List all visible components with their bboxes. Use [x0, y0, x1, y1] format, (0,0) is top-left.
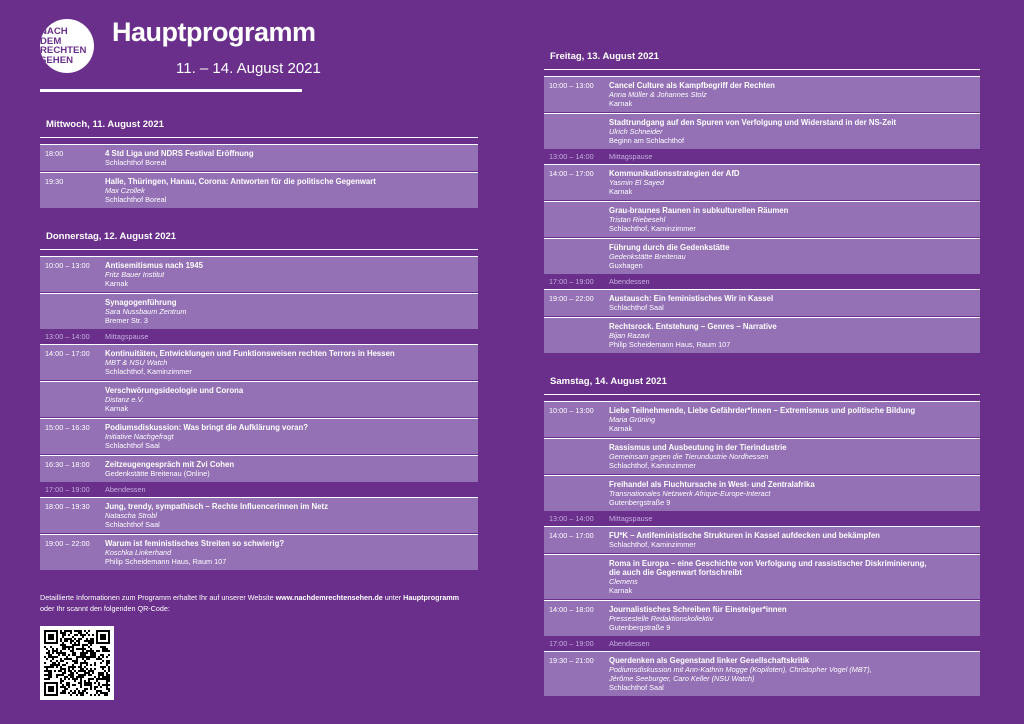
event-info	[609, 243, 980, 270]
event-speaker: Bijan Razavi	[609, 331, 650, 340]
event-speaker: Gedenkstätte Breitenau	[609, 252, 686, 261]
event-location: Karnak	[609, 586, 633, 595]
event-time: 19:30 – 21:00	[549, 656, 594, 665]
event-speaker: Tristan Riebesehl	[609, 215, 666, 224]
qr-code[interactable]	[40, 626, 114, 700]
event-location: Karnak	[105, 404, 129, 413]
day-section	[40, 112, 478, 208]
event-location: Karnak	[609, 424, 633, 433]
event-row[interactable]	[544, 475, 980, 511]
event-time	[544, 206, 609, 233]
event-row[interactable]	[544, 651, 980, 696]
event-row[interactable]	[544, 438, 980, 474]
event-location: Schlachthof Boreal	[105, 158, 167, 167]
event-time: 19:30	[45, 177, 64, 186]
event-time: 10:00 – 13:00	[45, 261, 90, 270]
break-time: 13:00 – 14:00	[549, 514, 594, 523]
event-speaker: Pressestelle Redaktionskollektiv	[609, 614, 714, 623]
event-row[interactable]	[544, 113, 980, 149]
event-info	[609, 169, 980, 196]
event-location: Schlachthof, Kaminzimmer	[609, 224, 696, 233]
event-info	[609, 406, 980, 433]
event-time	[40, 298, 105, 325]
event-location: Philip Scheidemann Haus, Raum 107	[609, 340, 731, 349]
event-title: Verschwörungsideologie und Corona	[105, 386, 244, 395]
event-location: Schlachthof, Kaminzimmer	[609, 540, 696, 549]
day-section	[40, 224, 478, 570]
event-info	[609, 531, 980, 549]
event-location: Schlachthof, Kaminzimmer	[609, 461, 696, 470]
event-info	[105, 298, 478, 325]
break-label: Abendessen	[105, 485, 146, 494]
break-time: 17:00 – 19:00	[45, 485, 90, 494]
event-row[interactable]	[544, 238, 980, 274]
event-time: 15:00 – 16:30	[45, 423, 90, 432]
schedule-left-column	[40, 112, 478, 576]
event-row[interactable]	[544, 289, 980, 316]
event-title: Podiumsdiskussion: Was bringt die Aufklärung voran?	[105, 423, 309, 432]
logo-line: SEHEN	[40, 54, 74, 66]
event-title: Kontinuitäten, Entwicklungen und Funktionsweisen rechten Terrors in Hessen	[105, 349, 395, 358]
event-speaker: Koschka Linkerhand	[105, 548, 172, 557]
event-row[interactable]	[40, 534, 478, 570]
event-location: Karnak	[105, 279, 129, 288]
event-time: 16:30 – 18:00	[45, 460, 90, 469]
event-title: Warum ist feministisches Streiten so schwierig?	[105, 539, 285, 548]
event-info	[609, 605, 980, 632]
event-row[interactable]	[544, 600, 980, 636]
event-title: Austausch: Ein feministisches Wir in Kassel	[609, 294, 774, 303]
footer-text-3: oder Ihr scannt den folgenden QR-Code:	[40, 604, 170, 613]
break-time: 17:00 – 19:00	[549, 639, 594, 648]
event-info	[105, 149, 478, 167]
event-info	[105, 539, 478, 566]
event-row[interactable]	[40, 172, 478, 208]
event-time	[544, 322, 609, 349]
event-title: Halle, Thüringen, Hanau, Corona: Antworten für die politische Gegenwart	[105, 177, 376, 186]
break-row	[40, 330, 478, 343]
event-location: Schlachthof, Kaminzimmer	[105, 367, 192, 376]
day-heading: Freitag, 13. August 2021	[544, 44, 980, 70]
event-info	[105, 349, 478, 376]
day-heading: Mittwoch, 11. August 2021	[40, 112, 478, 138]
event-row[interactable]	[544, 76, 980, 112]
event-info	[609, 656, 980, 692]
event-location: Beginn am Schlachthof	[609, 136, 685, 145]
event-location: Philip Scheidemann Haus, Raum 107	[105, 557, 227, 566]
event-info	[609, 559, 980, 595]
event-row[interactable]	[544, 317, 980, 353]
event-title: Querdenken als Gegenstand linker Gesellschaftskritik	[609, 656, 810, 665]
event-location: Guxhagen	[609, 261, 643, 270]
event-time: 10:00 – 13:00	[549, 406, 594, 415]
event-time: 14:00 – 17:00	[45, 349, 90, 358]
event-info	[609, 81, 980, 108]
break-label: Mittagspause	[105, 332, 149, 341]
event-row[interactable]	[544, 554, 980, 599]
event-time	[544, 118, 609, 145]
festival-logo	[40, 19, 94, 73]
event-info	[105, 386, 478, 413]
event-row[interactable]	[544, 526, 980, 553]
event-time	[544, 480, 609, 507]
event-speaker: Anna Müller & Johannes Stolz	[609, 90, 707, 99]
event-time	[40, 386, 105, 413]
event-location: Gutenbergstraße 9	[609, 498, 671, 507]
event-time: 14:00 – 18:00	[549, 605, 594, 614]
event-speaker: Gemeinsam gegen die Tierundustrie Nordhessen	[609, 452, 769, 461]
title-divider	[40, 89, 302, 92]
event-speaker: Sara Nussbaum Zentrum	[105, 307, 187, 316]
event-title: Jung, trendy, sympathisch – Rechte Influencerinnen im Netz	[105, 502, 328, 511]
event-row[interactable]	[40, 256, 478, 292]
event-location: Karnak	[609, 99, 633, 108]
event-info	[105, 261, 478, 288]
event-location: Gutenbergstraße 9	[609, 623, 671, 632]
page-title: Hauptprogramm	[112, 17, 316, 47]
event-location: Schlachthof Saal	[609, 303, 664, 312]
event-title: Roma in Europa – eine Geschichte von Verfolgung und rassistischer Diskriminierung,	[609, 559, 927, 568]
event-title: die auch die Gegenwart fortschreibt	[609, 568, 743, 577]
event-row[interactable]	[40, 293, 478, 329]
event-title: Grau-braunes Raunen in subkulturellen Räumen	[609, 206, 789, 215]
page-subtitle: 11. – 14. August 2021	[176, 60, 321, 77]
event-row[interactable]	[40, 344, 478, 380]
event-speaker: Jérôme Seeburger, Caro Keller (NSU Watch)	[609, 674, 755, 683]
break-time: 13:00 – 14:00	[549, 152, 594, 161]
event-location: Schlachthof Saal	[609, 683, 664, 692]
event-location: Karnak	[609, 187, 633, 196]
event-location: Gedenkstätte Breitenau (Online)	[105, 469, 210, 478]
footer-text-2: unter	[382, 593, 404, 602]
event-title: Synagogenführung	[105, 298, 177, 307]
event-time: 18:00	[45, 149, 64, 158]
event-title: Kommunikationsstrategien der AfD	[609, 169, 740, 178]
event-title: FU*K – Antifeministische Strukturen in Kassel aufdecken und bekämpfen	[609, 531, 880, 540]
event-info	[609, 206, 980, 233]
event-speaker: Transnationales Netzwerk Afrique-Europe-Interact	[609, 489, 771, 498]
event-row[interactable]	[544, 164, 980, 200]
event-speaker: Maria Grüning	[609, 415, 656, 424]
event-location: Schlachthof Saal	[105, 520, 160, 529]
event-speaker: Yasmin El Sayed	[609, 178, 665, 187]
footer-text-1: Detaillierte Informationen zum Programm erhaltet Ihr auf unserer Website	[40, 593, 276, 602]
event-speaker: Ulrich Schneider	[609, 127, 663, 136]
event-row[interactable]	[40, 497, 478, 533]
event-row[interactable]	[544, 201, 980, 237]
event-time: 19:00 – 22:00	[45, 539, 90, 548]
event-time	[544, 559, 609, 595]
day-section	[544, 369, 980, 696]
event-info	[105, 460, 478, 478]
event-speaker: Fritz Bauer Institut	[105, 270, 165, 279]
break-row	[544, 512, 980, 525]
event-row[interactable]	[40, 144, 478, 171]
event-time	[544, 243, 609, 270]
event-row[interactable]	[40, 418, 478, 454]
event-speaker: Clemens	[609, 577, 638, 586]
event-title: Liebe Teilnehmende, Liebe Gefährder*innen – Extremismus und politische Bildung	[609, 406, 916, 415]
event-title: Rassismus und Ausbeutung in der Tierindustrie	[609, 443, 787, 452]
break-row	[544, 150, 980, 163]
break-time: 13:00 – 14:00	[45, 332, 90, 341]
event-info	[609, 480, 980, 507]
logo-line: NACH	[40, 26, 68, 37]
break-label: Abendessen	[609, 277, 650, 286]
event-info	[105, 502, 478, 529]
event-title: Freihandel als Fluchtursache in West- und Zentralafrika	[609, 480, 815, 489]
break-row	[40, 483, 478, 496]
event-info	[105, 177, 478, 204]
event-info	[609, 294, 980, 312]
break-time: 17:00 – 19:00	[549, 277, 594, 286]
footer-section: Hauptprogramm	[403, 593, 460, 602]
footer-website-link[interactable]: www.nachdemrechtensehen.de	[275, 593, 383, 602]
footer-info	[40, 592, 480, 614]
day-section	[544, 44, 980, 353]
qr-code-graphic	[40, 626, 114, 700]
event-info	[609, 322, 980, 349]
event-title: Rechtsrock. Entstehung – Genres – Narrative	[609, 322, 777, 331]
event-speaker: Podiumsdiskussion mit Ann-Kathrin Mogge (Kopiloten), Christopher Vogel (MBT),	[609, 665, 872, 674]
event-speaker: Distanz e.V.	[105, 395, 144, 404]
event-time: 14:00 – 17:00	[549, 531, 594, 540]
event-location: Schlachthof Boreal	[105, 195, 167, 204]
event-time: 18:00 – 19:30	[45, 502, 90, 511]
event-time: 10:00 – 13:00	[549, 81, 594, 90]
event-title: Cancel Culture als Kampfbegriff der Rechten	[609, 81, 775, 90]
day-heading: Donnerstag, 12. August 2021	[40, 224, 478, 250]
event-title: Journalistisches Schreiben für Einsteiger*innen	[609, 605, 787, 614]
break-label: Abendessen	[609, 639, 650, 648]
event-speaker: MBT & NSU Watch	[105, 358, 168, 367]
logo-line: RECHTEN	[40, 45, 87, 57]
event-title: 4 Std Liga und NDRS Festival Eröffnung	[105, 149, 254, 158]
event-row[interactable]	[40, 381, 478, 417]
event-speaker: Initiative Nachgefragt	[105, 432, 174, 441]
break-row	[544, 637, 980, 650]
event-time: 19:00 – 22:00	[549, 294, 594, 303]
logo-text	[40, 27, 86, 65]
event-info	[105, 423, 478, 450]
break-label: Mittagspause	[609, 152, 653, 161]
event-location: Schlachthof Saal	[105, 441, 160, 450]
event-title: Zeitzeugengespräch mit Zvi Cohen	[105, 460, 235, 469]
event-info	[609, 443, 980, 470]
event-speaker: Natascha Strobl	[105, 511, 157, 520]
event-location: Bremer Str. 3	[105, 316, 148, 325]
break-row	[544, 275, 980, 288]
event-row[interactable]	[544, 401, 980, 437]
schedule-right-column	[544, 44, 980, 702]
event-time	[544, 443, 609, 470]
day-heading: Samstag, 14. August 2021	[544, 369, 980, 395]
event-speaker: Max Czollek	[105, 186, 145, 195]
event-time: 14:00 – 17:00	[549, 169, 594, 178]
event-row[interactable]	[40, 455, 478, 482]
event-title: Stadtrundgang auf den Spuren von Verfolgung und Widerstand in der NS-Zeit	[609, 118, 897, 127]
event-title: Antisemitismus nach 1945	[105, 261, 203, 270]
logo-line: DEM	[40, 35, 62, 47]
event-title: Führung durch die Gedenkstätte	[609, 243, 730, 252]
event-info	[609, 118, 980, 145]
break-label: Mittagspause	[609, 514, 653, 523]
